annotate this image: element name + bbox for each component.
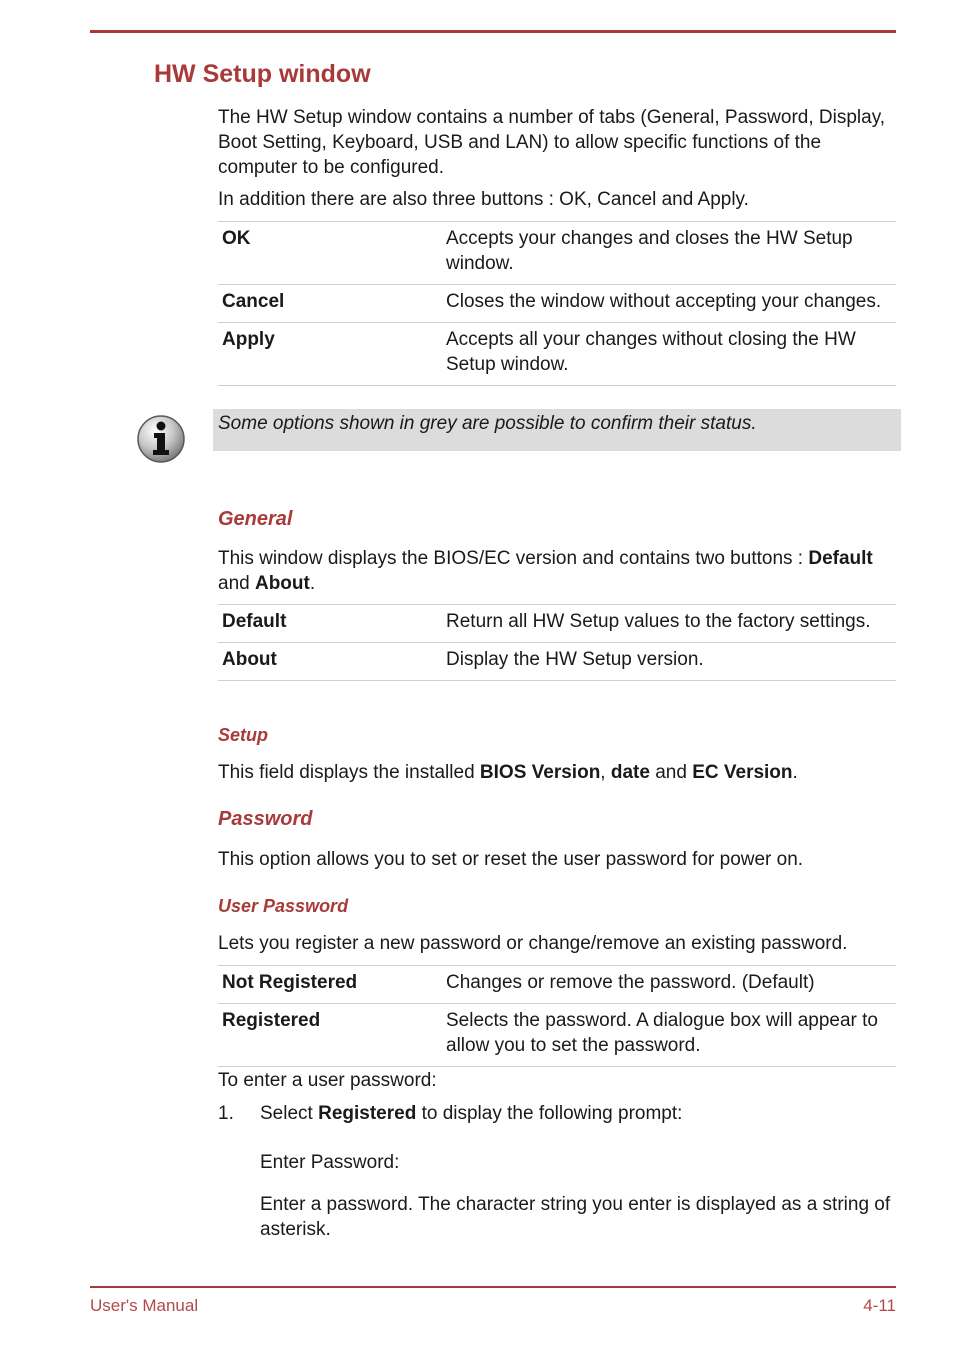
table-row xyxy=(218,643,896,681)
section-heading-user-password: User Password xyxy=(218,896,349,916)
footer-rule xyxy=(90,1286,896,1288)
term-not-registered: Not Registered xyxy=(218,966,442,1004)
term-ok: OK xyxy=(218,222,442,285)
general-text-end: . xyxy=(309,573,316,594)
step-text-before: Select xyxy=(260,1103,319,1124)
step-detail: Enter a password. The character string you enter is displayed as a string of asterisk. xyxy=(260,1194,891,1240)
general-bold-about: About xyxy=(254,573,310,594)
setup-sep1: , xyxy=(600,762,611,783)
setup-bold-date: date xyxy=(610,762,650,783)
footer-manual-title: User's Manual xyxy=(90,1296,199,1315)
desc-about: Display the HW Setup version. xyxy=(442,643,896,681)
enter-intro-paragraph: To enter a user password: xyxy=(218,1070,437,1091)
intro-buttons-paragraph: In addition there are also three buttons : OK, Cancel and Apply. xyxy=(218,189,749,210)
desc-cancel: Closes the window without accepting your changes. xyxy=(442,285,896,323)
setup-bold-bios: BIOS Version xyxy=(479,762,601,783)
buttons-table xyxy=(218,221,896,386)
desc-ok: Accepts your changes and closes the HW Setup window. xyxy=(442,222,896,285)
table-row xyxy=(218,1004,896,1067)
table-row xyxy=(218,966,896,1004)
term-cancel: Cancel xyxy=(218,285,442,323)
desc-registered: Selects the password. A dialogue box will appear to allow you to set the password. xyxy=(442,1004,896,1067)
general-paragraph xyxy=(218,546,896,596)
desc-apply: Accepts all your changes without closing the HW Setup window. xyxy=(442,323,896,386)
setup-sep2: and xyxy=(649,762,693,783)
table-row xyxy=(218,605,896,643)
setup-text: This field displays the installed xyxy=(218,762,480,783)
info-icon xyxy=(135,413,187,465)
table-row xyxy=(218,323,896,386)
step-number: 1. xyxy=(218,1103,234,1124)
desc-default: Return all HW Setup values to the factory settings. xyxy=(442,605,896,643)
intro-paragraph: The HW Setup window contains a number of tabs (General, Password, Display, Boot Setting, Keyboard, USB and LAN) to allow specific functions of the computer to be configured. xyxy=(218,107,886,178)
term-registered: Registered xyxy=(218,1004,442,1067)
step-prompt: Enter Password: xyxy=(260,1152,400,1173)
password-paragraph: This option allows you to set or reset the user password for power on. xyxy=(218,849,804,870)
term-about: About xyxy=(218,643,442,681)
user-password-paragraph: Lets you register a new password or change/remove an existing password. xyxy=(218,933,848,954)
table-row xyxy=(218,222,896,285)
general-text-mid: and xyxy=(218,573,255,594)
term-apply: Apply xyxy=(218,323,442,386)
note-box xyxy=(213,409,901,451)
header-rule xyxy=(90,30,896,33)
section-heading-password: Password xyxy=(218,808,313,830)
term-default: Default xyxy=(218,605,442,643)
step-bold-registered: Registered xyxy=(318,1103,417,1124)
general-bold-default: Default xyxy=(808,548,873,569)
note-text: Some options shown in grey are possible to confirm their status. xyxy=(218,413,757,434)
page-title: HW Setup window xyxy=(154,60,371,88)
step-text-after: to display the following prompt: xyxy=(416,1103,683,1124)
setup-text-end: . xyxy=(792,762,798,783)
footer-page-number: 4-11 xyxy=(863,1296,896,1315)
general-text: This window displays the BIOS/EC version and contains two buttons : xyxy=(218,548,809,569)
desc-not-registered: Changes or remove the password. (Default) xyxy=(442,966,896,1004)
user-password-table xyxy=(218,965,896,1067)
general-table xyxy=(218,604,896,681)
setup-paragraph xyxy=(218,760,896,785)
setup-bold-ec: EC Version xyxy=(692,762,793,783)
section-heading-general: General xyxy=(218,508,293,530)
step-text xyxy=(260,1101,896,1126)
table-row xyxy=(218,285,896,323)
section-heading-setup: Setup xyxy=(218,725,269,745)
